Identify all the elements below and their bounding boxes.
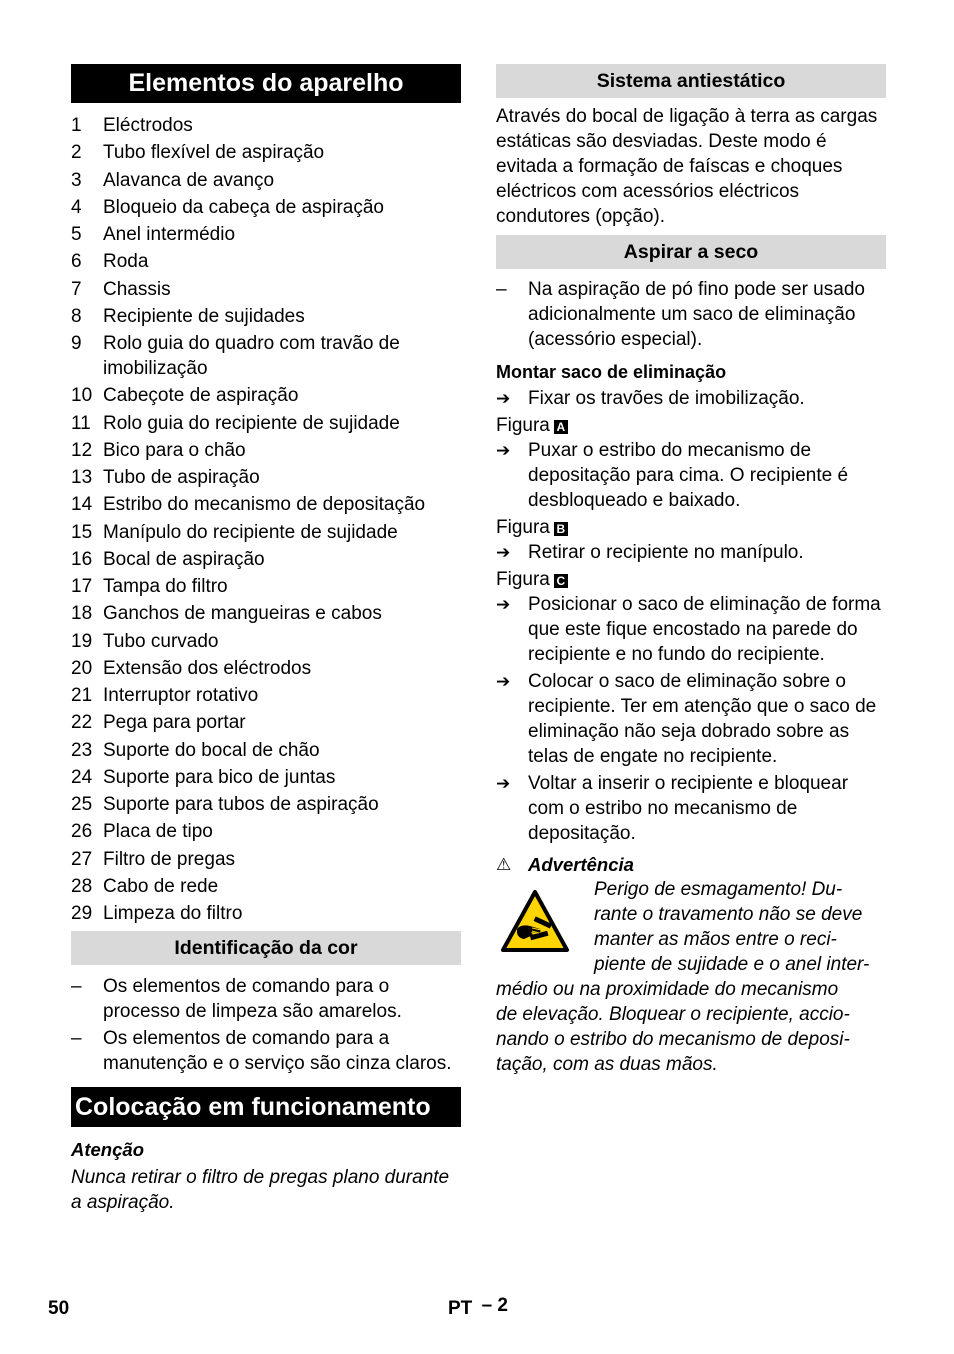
warning-line: piente de sujidade e o anel inter- [594, 954, 870, 975]
list-item [71, 765, 461, 790]
list-item-number: 15 [71, 521, 93, 543]
footer-language [448, 1295, 508, 1320]
figure-label: Figura [496, 569, 550, 590]
list-item-text: Ganchos de mangueiras e cabos [103, 603, 382, 625]
section-title-operation: Colocação em funcionamento [71, 1087, 461, 1127]
list-item-text: Recipiente de sujidades [103, 305, 305, 327]
list-item-number: 11 [71, 412, 91, 434]
sub-page-number: – 2 [481, 1295, 508, 1316]
arrow-right-icon: ➔ [496, 595, 511, 614]
step-text: Puxar o estribo do mecanismo de depositação para cima. O recipiente é desbloqueado e baixado. [528, 440, 849, 511]
elements-list [71, 113, 461, 926]
list-item-number: 27 [71, 848, 93, 870]
arrow-right-icon: ➔ [496, 389, 511, 408]
step-text: Voltar a inserir o recipiente e bloquear com o estribo no mecanismo de depositação. [528, 773, 849, 844]
step-text: Posicionar o saco de eliminação de forma que este fique encostado na parede do recipiente e no fundo do recipiente. [528, 594, 881, 665]
list-item [71, 738, 461, 763]
list-item-number: 5 [71, 224, 82, 245]
list-item [71, 847, 461, 872]
list-item [71, 168, 461, 193]
section-title-antistatic: Sistema antiestático [496, 64, 886, 98]
list-item-number: 6 [71, 251, 82, 273]
list-item-text: Os elementos de comando para o processo de limpeza são amarelos. [103, 976, 402, 1022]
warning-label: Advertência [528, 854, 634, 875]
list-item-text: Rolo guia do recipiente de sujidade [103, 412, 400, 434]
list-item-text: Tubo de aspiração [103, 467, 260, 488]
figure-label: Figura [496, 517, 550, 538]
list-item [71, 140, 461, 165]
list-item [71, 195, 461, 220]
list-item-text: Roda [103, 251, 149, 273]
list-item [71, 492, 461, 517]
list-item [71, 331, 461, 381]
list-item-number: 28 [71, 875, 93, 897]
mount-bag-title: Montar saco de eliminação [496, 362, 727, 382]
step-item [496, 438, 886, 513]
list-item-text: Filtro de pregas [103, 848, 236, 870]
page-number: 50 [48, 1298, 70, 1319]
dash-bullet: – [71, 976, 82, 997]
attention-label: Atenção [71, 1139, 144, 1160]
list-item-text: Limpeza do filtro [103, 903, 243, 924]
list-item-number: 12 [71, 439, 93, 461]
list-item-number: 23 [71, 739, 93, 761]
list-item-text: Manípulo do recipiente de sujidade [103, 521, 398, 543]
list-item-number: 4 [71, 196, 82, 218]
list-item [71, 304, 461, 329]
list-item [71, 574, 461, 599]
list-item-text: Estribo do mecanismo de depositação [103, 494, 426, 516]
list-item [71, 465, 461, 490]
list-item-number: 8 [71, 305, 82, 327]
list-item-text: Interruptor rotativo [103, 685, 259, 706]
section-title-color-identification: Identificação da cor [71, 931, 461, 965]
list-item [71, 438, 461, 463]
warning-heading [496, 852, 886, 877]
list-item-number: 22 [71, 712, 93, 734]
list-item [71, 710, 461, 735]
arrow-right-icon: ➔ [496, 441, 511, 460]
list-item-text: Extensão dos eléctrodos [103, 657, 312, 679]
list-item-number: 16 [71, 548, 93, 570]
list-item-number: 3 [71, 169, 82, 191]
list-item-text: Na aspiração de pó fino pode ser usado adicionalmente um saco de eliminação (acessório especial). [528, 279, 865, 350]
list-item-number: 1 [71, 115, 82, 136]
warning-line: médio ou na proximidade do mecanismo [496, 979, 839, 1000]
list-item-text: Suporte do bocal de chão [103, 739, 320, 761]
list-item [496, 277, 886, 352]
list-item [71, 411, 461, 436]
arrow-right-icon: ➔ [496, 774, 511, 793]
warning-line: tação, com as duas mãos. [496, 1054, 718, 1075]
list-item [71, 974, 461, 1024]
step-item [496, 771, 886, 846]
list-item-number: 10 [71, 385, 93, 407]
list-item-number: 24 [71, 766, 93, 788]
list-item-number: 21 [71, 685, 93, 706]
dash-bullet: – [71, 1028, 82, 1049]
antistatic-text: Através do bocal de ligação à terra as cargas estáticas são desviadas. Deste modo é evitada a formação de faíscas e choques eléctricos com acessórios eléctricos condutores (opção). [496, 106, 878, 227]
list-item [71, 277, 461, 302]
hand-crush-hazard-icon [500, 889, 570, 953]
list-item-text: Alavanca de avanço [103, 169, 275, 191]
list-item-text: Bocal de aspiração [103, 548, 265, 570]
list-item [71, 601, 461, 626]
list-item [71, 113, 461, 138]
list-item [71, 819, 461, 844]
step-text: Colocar o saco de eliminação sobre o recipiente. Ter em atenção que o saco de eliminação não seja dobrado sobre as telas de engate no recipiente. [528, 671, 877, 767]
list-item-text: Eléctrodos [103, 115, 193, 136]
list-item-text: Chassis [103, 278, 171, 300]
list-item-text: Cabeçote de aspiração [103, 385, 299, 407]
list-item-number: 14 [71, 494, 93, 516]
step-text: Fixar os travões de imobilização. [528, 388, 805, 409]
list-item-text: Suporte para bico de juntas [103, 766, 336, 788]
color-list [71, 974, 461, 1076]
list-item [71, 683, 461, 708]
step-item [496, 592, 886, 667]
list-item [71, 249, 461, 274]
step-item [496, 386, 886, 411]
step-item [496, 540, 886, 565]
list-item-text: Suporte para tubos de aspiração [103, 794, 379, 815]
step-text: Retirar o recipiente no manípulo. [528, 542, 804, 563]
warning-triangle-icon: ⚠ [496, 855, 512, 874]
list-item-text: Bico para o chão [103, 439, 246, 461]
warning-line: Perigo de esmagamento! Du- [594, 879, 843, 900]
list-item-text: Bloqueio da cabeça de aspiração [103, 196, 384, 218]
list-item-text: Tubo curvado [103, 630, 219, 652]
list-item-text: Cabo de rede [103, 875, 219, 897]
list-item-number: 9 [71, 333, 82, 354]
list-item-number: 18 [71, 603, 93, 625]
list-item-number: 13 [71, 467, 93, 488]
list-item-number: 17 [71, 576, 93, 597]
list-item-number: 7 [71, 278, 82, 300]
list-item-text: Tubo flexível de aspiração [103, 142, 325, 164]
list-item-number: 2 [71, 142, 82, 164]
warning-line: rante o travamento não se deve [594, 904, 863, 925]
arrow-right-icon: ➔ [496, 543, 511, 562]
list-item-text: Anel intermédio [103, 224, 236, 245]
list-item-number: 26 [71, 821, 93, 843]
list-item-number: 29 [71, 903, 93, 924]
list-item [71, 901, 461, 926]
warning-line: nando o estribo do mecanismo de deposi- [496, 1029, 850, 1050]
list-item [71, 656, 461, 681]
list-item-text: Placa de tipo [103, 821, 213, 843]
figure-letter-badge: C [554, 574, 568, 588]
list-item-number: 20 [71, 657, 93, 679]
attention-text: Nunca retirar o filtro de pregas plano durante a aspiração. [71, 1167, 450, 1213]
list-item-text: Os elementos de comando para a manutenção e o serviço são cinza claros. [103, 1028, 452, 1074]
step-item [496, 669, 886, 769]
list-item [71, 792, 461, 817]
list-item-text: Rolo guia do quadro com travão de imobilização [103, 333, 400, 379]
figure-letter-badge: B [554, 522, 568, 536]
list-item [71, 222, 461, 247]
list-item-text: Pega para portar [103, 712, 246, 734]
language-code: PT [448, 1298, 473, 1319]
figure-label: Figura [496, 415, 550, 436]
dash-bullet: – [496, 279, 507, 300]
figure-reference [496, 413, 886, 438]
list-item [71, 874, 461, 899]
warning-line: de elevação. Bloquear o recipiente, accio- [496, 1004, 850, 1025]
list-item [71, 547, 461, 572]
list-item-number: 19 [71, 630, 93, 652]
arrow-right-icon: ➔ [496, 672, 511, 691]
list-item-number: 25 [71, 794, 93, 815]
left-column [71, 64, 461, 1215]
figure-reference [496, 515, 886, 540]
list-item [71, 383, 461, 408]
section-title-dry-vacuum: Aspirar a seco [496, 235, 886, 269]
list-item-text: Tampa do filtro [103, 576, 228, 597]
list-item [71, 1026, 461, 1076]
list-item [71, 520, 461, 545]
warning-block [496, 877, 886, 1077]
figure-reference [496, 567, 886, 592]
section-title-elements: Elementos do aparelho [71, 64, 461, 103]
list-item [71, 629, 461, 654]
right-column [496, 64, 886, 1077]
figure-letter-badge: A [554, 420, 568, 434]
warning-line: manter as mãos entre o reci- [594, 929, 837, 950]
